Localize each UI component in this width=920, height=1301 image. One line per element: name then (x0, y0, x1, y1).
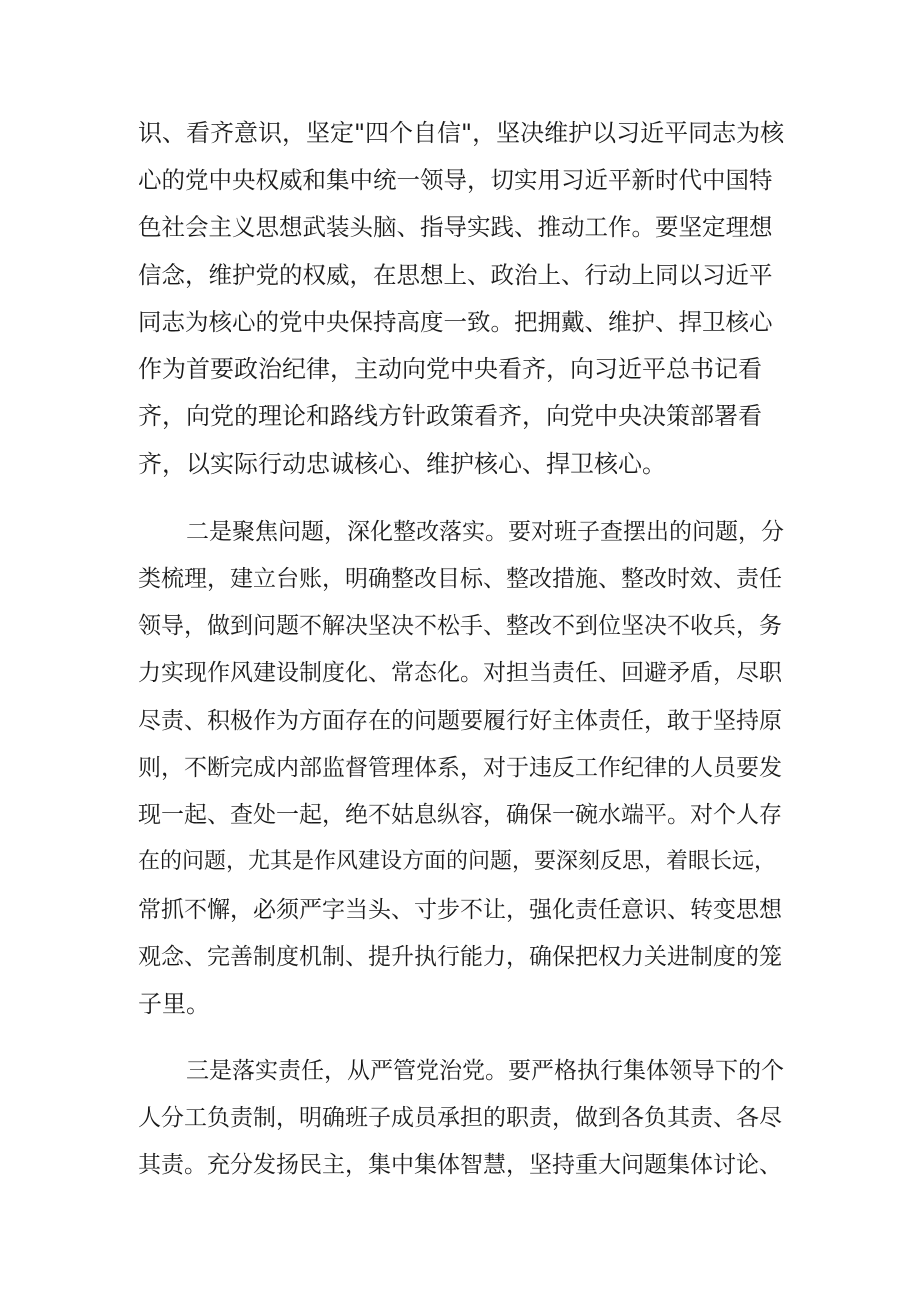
paragraph-1-line-6: 作为首要政治纪律，主动向党中央看齐，向习近平总书记看 (138, 355, 762, 383)
paragraph-1-line-4: 信念，维护党的权威，在思想上、政治上、行动上同以习近平 (138, 261, 773, 289)
paragraph-2-line-9: 常抓不懈，必须严字当头、寸步不让，强化责任意识、转变思想 (138, 897, 782, 923)
paragraph-2-line-7: 现一起、查处一起，绝不姑息纵容，确保一碗水端平。对个人存 (138, 802, 782, 828)
paragraph-2-line-1: 二是聚焦问题，深化整改落实。要对班子查摆出的问题，分 (186, 519, 784, 545)
paragraph-2-line-11: 子里。 (138, 990, 210, 1018)
paragraph-1-line-1: 识、看齐意识，坚定"四个自信"，坚决维护以习近平同志为核 (138, 119, 785, 147)
paragraph-1-line-3: 色社会主义思想武装头脑、指导实践、推动工作。要坚定理想 (138, 213, 773, 241)
paragraph-2-line-3: 领导，做到问题不解决坚决不松手、整改不到位坚决不收兵，务 (138, 613, 782, 639)
paragraph-3-line-2: 人分工负责制，明确班子成员承担的职责，做到各负其责、各尽 (138, 1105, 782, 1131)
paragraph-3-line-1: 三是落实责任，从严管党治党。要严格执行集体领导下的个 (186, 1058, 784, 1084)
paragraph-2-line-4: 力实现作风建设制度化、常态化。对担当责任、回避矛盾，尽职 (138, 660, 782, 686)
paragraph-1-line-7: 齐，向党的理论和路线方针政策看齐，向党中央决策部署看 (138, 402, 762, 430)
paragraph-2-line-8: 在的问题，尤其是作风建设方面的问题，要深刻反思，着眼长远， (138, 849, 777, 874)
paragraph-1-line-5: 同志为核心的党中央保持高度一致。把拥戴、维护、捍卫核心 (138, 308, 773, 336)
paragraph-2-line-10: 观念、完善制度机制、提升执行能力，确保把权力关进制度的笼 (138, 944, 782, 970)
paragraph-3-line-3: 其责。充分发扬民主，集中集体智慧，坚持重大问题集体讨论、 (138, 1152, 782, 1178)
paragraph-2-line-6: 则，不断完成内部监督管理体系，对于违反工作纪律的人员要发 (138, 755, 782, 781)
paragraph-1-line-2: 心的党中央权威和集中统一领导，切实用习近平新时代中国特 (138, 166, 773, 194)
paragraph-2-line-5: 尽责、积极作为方面存在的问题要履行好主体责任，敢于坚持原 (138, 708, 782, 734)
paragraph-1-line-8: 齐，以实际行动忠诚核心、维护核心、捍卫核心。 (138, 450, 666, 478)
paragraph-2-line-2: 类梳理，建立台账，明确整改目标、整改措施、整改时效、责任 (138, 566, 782, 592)
